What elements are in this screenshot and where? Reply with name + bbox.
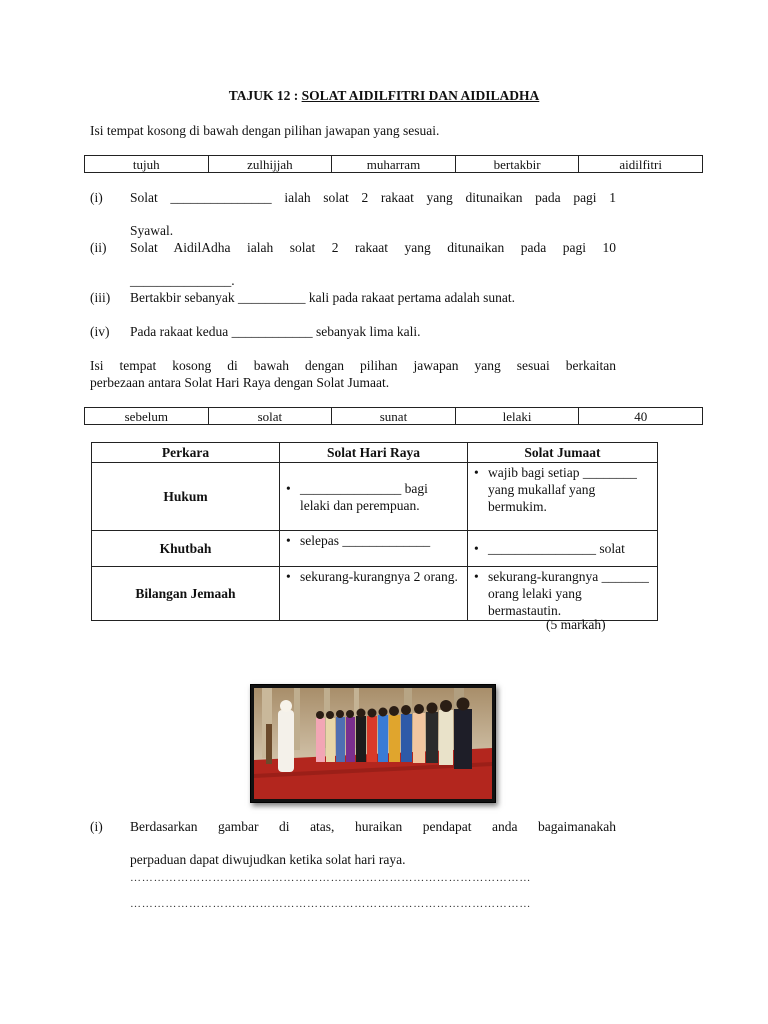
section2-instruction-line1: Isi tempat kosong di bawah dengan pilihan jawapan yang sesuai berkaitan <box>90 358 616 373</box>
table-header: Solat Hari Raya <box>280 443 468 463</box>
word-bank-2 <box>84 407 703 425</box>
congregational-prayer-photo-icon <box>254 688 492 799</box>
question-text-line2: perpaduan dapat diwujudkan ketika solat hari raya. <box>130 852 406 867</box>
table-header: Solat Jumaat <box>468 443 658 463</box>
section2-instruction-line2: perbezaan antara Solat Hari Raya dengan Solat Jumaat. <box>90 375 390 390</box>
question-number: (ii) <box>90 240 107 255</box>
word-bank-1-item: muharram <box>332 156 456 173</box>
photo-question <box>90 818 616 868</box>
question-2 <box>90 239 616 289</box>
cell-text: _______________ bagi lelaki dan perempuan. <box>300 480 428 513</box>
answer-line[interactable]: ………………………………………………………………………………………… <box>130 872 532 884</box>
table-header-row <box>92 443 658 463</box>
question-text-line1: Berdasarkan gambar di atas, huraikan pendapat anda bagaimanakah <box>130 819 616 834</box>
question-text-line2: Syawal. <box>130 223 174 238</box>
bullet-icon: • <box>474 569 479 584</box>
word-bank-2-item: 40 <box>579 408 703 425</box>
table-cell <box>280 567 468 621</box>
bullet-icon: • <box>474 541 479 556</box>
cell-text: ________________ solat <box>488 541 625 556</box>
question-text-line1: Solat _______________ ialah solat 2 rakaat yang ditunaikan pada pagi 1 <box>130 190 616 205</box>
cell-text: wajib bagi setiap ________ yang mukallaf yang bermukim. <box>488 465 637 514</box>
cell-text: selepas _____________ <box>300 533 431 548</box>
word-bank-2-item: sunat <box>332 408 456 425</box>
table-row <box>92 567 658 621</box>
table-row <box>92 463 658 531</box>
bullet-icon: • <box>474 465 479 480</box>
word-bank-2-item: sebelum <box>85 408 209 425</box>
question-number: (iii) <box>90 290 111 305</box>
question-text-line1: Pada rakaat kedua ____________ sebanyak lima kali. <box>130 324 421 339</box>
section1-instruction: Isi tempat kosong di bawah dengan pilihan jawapan yang sesuai. <box>90 123 440 138</box>
table-cell <box>468 567 658 621</box>
word-bank-1-item: aidilfitri <box>579 156 703 173</box>
question-number: (iv) <box>90 324 110 339</box>
word-bank-1 <box>84 155 703 173</box>
bullet-icon: • <box>286 533 291 548</box>
question-text-line1: Bertakbir sebanyak __________ kali pada rakaat pertama adalah sunat. <box>130 290 515 305</box>
title-prefix: TAJUK 12 : <box>228 88 302 103</box>
title-topic: SOLAT AIDILFITRI DAN AIDILADHA <box>301 88 540 103</box>
question-number: (i) <box>90 819 103 834</box>
word-bank-1-item: tujuh <box>85 156 209 173</box>
word-bank-2-item: solat <box>208 408 332 425</box>
word-bank-1-item: bertakbir <box>455 156 579 173</box>
table-cell <box>280 531 468 567</box>
question-text-line2: _______________. <box>130 273 235 288</box>
cell-text: sekurang-kurangnya 2 orang. <box>300 569 458 584</box>
marks-label: (5 markah) <box>546 617 606 632</box>
row-label: Khutbah <box>92 531 280 567</box>
word-bank-2-item: lelaki <box>455 408 579 425</box>
question-4 <box>90 323 616 340</box>
row-label: Bilangan Jemaah <box>92 567 280 621</box>
word-bank-1-item: zulhijjah <box>208 156 332 173</box>
bullet-icon: • <box>286 569 291 584</box>
question-3 <box>90 289 616 306</box>
table-cell <box>280 463 468 531</box>
prayer-photo <box>250 684 496 803</box>
section2-instruction <box>90 357 616 391</box>
question-number: (i) <box>90 190 103 205</box>
question-text-line1: Solat AidilAdha ialah solat 2 rakaat yang ditunaikan pada pagi 10 <box>130 240 616 255</box>
cell-text: sekurang-kurangnya _______ orang lelaki yang bermastautin. <box>488 569 649 618</box>
table-row <box>92 531 658 567</box>
bullet-icon: • <box>286 480 291 496</box>
table-cell <box>468 463 658 531</box>
comparison-table <box>91 442 658 621</box>
question-1 <box>90 189 616 239</box>
table-header: Perkara <box>92 443 280 463</box>
answer-line[interactable]: ………………………………………………………………………………………… <box>130 898 532 910</box>
table-cell <box>468 531 658 567</box>
row-label: Hukum <box>92 463 280 531</box>
page-title <box>0 88 768 104</box>
